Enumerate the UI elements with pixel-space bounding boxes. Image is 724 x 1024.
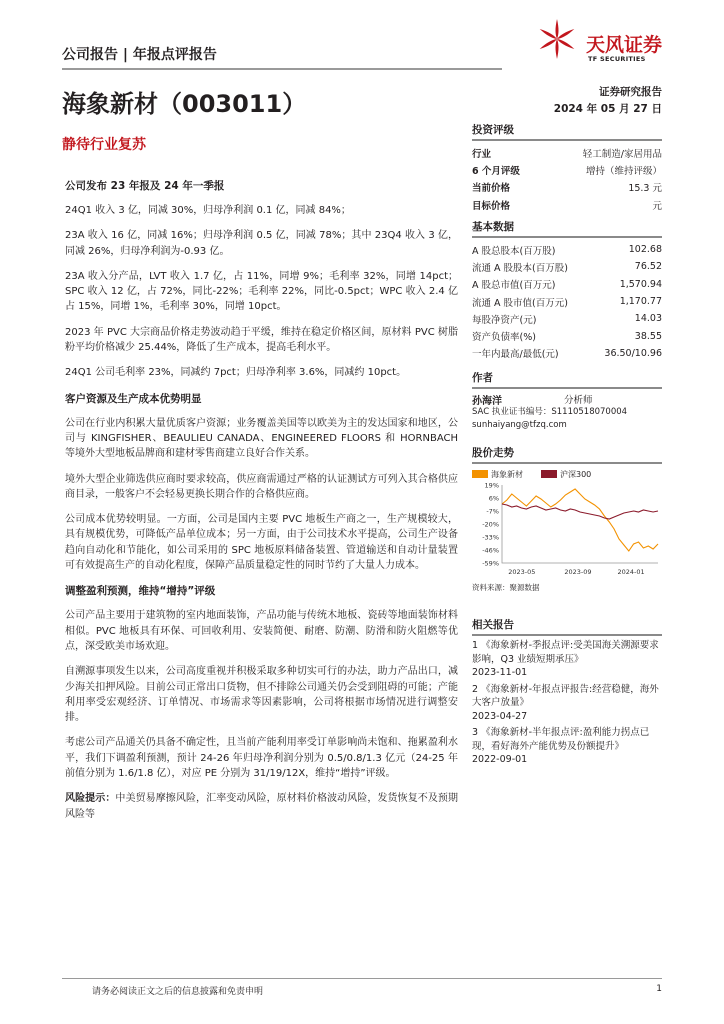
rating-block xyxy=(472,122,662,213)
basic-data-row xyxy=(472,293,662,310)
legend-label: 海象新材 xyxy=(491,469,523,479)
rating-value: 增持（维持评级） xyxy=(585,165,662,177)
company-title: 海象新材（003011） xyxy=(62,90,307,118)
basic-data-row xyxy=(472,241,662,258)
x-tick-label: 2023-09 xyxy=(564,568,592,576)
legend-label: 沪深300 xyxy=(560,469,592,479)
basic-data-key: 资产负债率(%) xyxy=(472,332,536,344)
paragraph: 境外大型企业筛选供应商时要求较高，供应商需通过严格的认证测试方可列入其合格供应商目录，一般客户不会轻易更换长期合作的合格供应商。 xyxy=(65,473,458,500)
legend-swatch xyxy=(541,470,557,478)
rating-key: 6 个月评级 xyxy=(472,165,520,177)
paragraph: 2023 年 PVC 大宗商品价格走势波动趋于平缓，维持在稳定价格区间，原材料 PVC 树脂粉平均价格减少 25.44%，降低了生产成本，提高毛利水平。 xyxy=(65,326,458,354)
paragraph: 考虑公司产品通关仍具备不确定性，且当前产能利用率受订单影响尚未饱和、拖累盈利水平，我们下调盈利预测，预计 24-26 年归母净利润分别为 0.5/0.8/1.3 亿元（24-25 年前值分别为 1.6/1.8 亿），对应 PE 分别为 31/19/12X，维持“增持”评级。 xyxy=(65,737,458,780)
author-line xyxy=(472,392,662,406)
header-divider xyxy=(62,68,502,70)
footer-divider xyxy=(62,978,662,979)
basic-data-value: 14.03 xyxy=(634,313,662,325)
paragraph: 24Q1 收入 3 亿，同减 30%，归母净利润 0.1 亿，同减 84%； xyxy=(65,205,351,216)
paragraph: 23A 收入 16 亿，同减 16%；归母净利润 0.5 亿，同减 78%；其中 23Q4 收入 3 亿，同减 26%，归母净利润为-0.93 亿。 xyxy=(65,230,458,257)
paragraph: 公司产品主要用于建筑物的室内地面装饰，产品功能与传统木地板、瓷砖等地面装饰材料相似。PVC 地板具有环保、可回收利用、安装简便、耐磨、防潮、防滑和防火阻燃等优点，深受欧美市场欢迎。 xyxy=(65,610,458,652)
basic-data-value: 36.50/10.96 xyxy=(604,347,662,359)
risk-paragraph xyxy=(65,791,458,822)
basic-data-row xyxy=(472,310,662,327)
legend-swatch xyxy=(472,470,488,478)
paragraph: 公司在行业内积累大量优质客户资源；业务覆盖美国等以欧美为主的发达国家和地区，公司与 KINGFISHER、BEAULIEU CANADA、ENGINEERED FLOORS 和 HORNBACH 等境外大型地板品牌商和建材零售商建立良好合作关系。 xyxy=(65,417,458,460)
rating-row xyxy=(472,179,662,196)
rating-key: 当前价格 xyxy=(472,183,511,195)
rating-value: 元 xyxy=(652,200,662,212)
related-report-item[interactable] xyxy=(472,683,662,724)
series-line-index xyxy=(502,504,658,519)
section-title-results: 公司发布 23 年报及 24 年一季报 xyxy=(65,180,225,192)
paragraph: 公司成本优势较明显。一方面，公司是国内主要 PVC 地板生产商之一，生产规模较大，具有规模优势，可降低产品单位成本；另一方面，由于公司技术水平提高，公司生产设备趋向自动化和节能化，如公司采用的 SPC 地板原料储备装置、管道输送和自动计量装置可有效提高生产的自动化程度，保障产品质量稳定性的同时节约了大量人力成本。 xyxy=(65,514,458,572)
related-reports-block xyxy=(472,617,662,770)
risk-label: 风险提示： xyxy=(65,793,116,805)
basic-data-block xyxy=(472,219,662,362)
basic-data-key: 流通 A 股股本(百万股) xyxy=(472,262,568,274)
report-subtitle: 静待行业复苏 xyxy=(62,137,146,153)
related-report-title[interactable]: 1 《海象新材-季报点评:受美国海关溯源要求影响，Q3 业绩短期承压》 xyxy=(472,640,659,665)
report-category: 公司报告 | 年报点评报告 xyxy=(62,47,217,63)
basic-data-key: 一年内最高/最低(元) xyxy=(472,349,559,361)
basic-data-row xyxy=(472,327,662,344)
series-line-company xyxy=(502,489,658,551)
chart-section-title: 股价走势 xyxy=(472,445,662,464)
main-column xyxy=(65,178,458,832)
author-name: 孙海洋 xyxy=(472,395,502,407)
related-report-title[interactable]: 3 《海象新材-半年报点评:盈利能力拐点已现，看好海外产能优势及份额提升》 xyxy=(472,727,650,752)
paragraph: 23A 收入分产品，LVT 收入 1.7 亿，占 11%，同增 9%；毛利率 32%，同增 14pct；SPC 收入 12 亿，占 72%，同比-22%；毛利率 22%，同比-0.5pct；WPC 收入 2.4 亿占 15%，同增 1%，毛利率 30%，同增 10pct。 xyxy=(65,270,458,313)
basic-data-value: 76.52 xyxy=(634,261,662,273)
related-report-date: 2023-11-01 xyxy=(472,667,528,678)
basic-data-row xyxy=(472,258,662,275)
related-report-date: 2023-04-27 xyxy=(472,710,528,722)
page-number: 1 xyxy=(656,984,662,994)
paragraph: 自溯源事项发生以来，公司高度重视并积极采取多种切实可行的办法，助力产品出口，减少海关扣押风险。目前公司正常出口货物，但不排除公司通关仍会受到阻碍的可能；产能利用率受宏观经济、订单情况、市场需求等因素影响，公司将根据市场情况进行调整安排。 xyxy=(65,666,458,724)
legend-item-index xyxy=(541,469,591,480)
logo-text-en: TF SECURITIES xyxy=(588,55,646,63)
section-title-forecast: 调整盈利预测，维持“增持”评级 xyxy=(65,585,216,598)
basic-data-value: 102.68 xyxy=(628,244,662,256)
basic-data-value: 1,570.94 xyxy=(619,278,662,290)
rating-row xyxy=(472,144,662,161)
basic-data-value: 38.55 xyxy=(634,330,662,342)
y-tick-label: -33% xyxy=(482,533,499,542)
author-sac-number: SAC 执业证书编号：S1110518070004 xyxy=(472,407,628,417)
rating-key: 目标价格 xyxy=(472,200,511,212)
rating-row xyxy=(472,161,662,178)
related-report-title[interactable]: 2 《海象新材-年报点评报告:经营稳健，海外大客户放量》 xyxy=(472,683,659,708)
basic-data-section-title: 基本数据 xyxy=(472,219,662,238)
related-report-item[interactable] xyxy=(472,726,662,767)
chart-source: 资料来源：聚源数据 xyxy=(472,583,540,592)
tf-securities-logo-icon xyxy=(532,14,582,64)
stock-chart-block xyxy=(472,445,662,593)
rating-value: 15.3 元 xyxy=(628,183,662,195)
legend-item-company xyxy=(472,469,523,480)
rating-row xyxy=(472,196,662,213)
related-report-item[interactable] xyxy=(472,639,662,680)
y-tick-label: -7% xyxy=(486,507,499,516)
paragraph: 24Q1 公司毛利率 23%，同减约 7pct；归母净利率 3.6%，同减约 10pct。 xyxy=(65,367,407,379)
author-role: 分析师 xyxy=(564,395,593,406)
stock-price-chart xyxy=(472,481,662,577)
y-tick-label: -46% xyxy=(482,546,499,555)
author-email[interactable]: sunhaiyang@tfzq.com xyxy=(472,420,567,430)
section-title-advantages: 客户资源及生产成本优势明显 xyxy=(65,392,202,405)
y-tick-label: 6% xyxy=(488,494,499,503)
basic-data-key: 流通 A 股市值(百万元) xyxy=(472,297,568,309)
y-tick-label: -20% xyxy=(482,520,499,529)
x-tick-label: 2024-01 xyxy=(617,568,645,576)
chart-legend xyxy=(472,467,662,481)
logo-text-cn: 天风证券 xyxy=(586,34,663,56)
basic-data-row xyxy=(472,276,662,293)
report-type: 证券研究报告 xyxy=(599,86,662,98)
related-section-title: 相关报告 xyxy=(472,617,662,636)
basic-data-value: 1,170.77 xyxy=(619,296,662,308)
author-block xyxy=(472,370,662,432)
y-tick-label: -59% xyxy=(482,559,499,568)
rating-value: 轻工制造/家居用品 xyxy=(582,148,662,160)
chart-axes xyxy=(502,485,658,563)
x-tick-label: 2023-05 xyxy=(508,568,536,576)
rating-key: 行业 xyxy=(472,148,492,160)
basic-data-key: 每股净资产(元) xyxy=(472,314,537,326)
author-section-title: 作者 xyxy=(472,370,662,389)
report-date: 2024 年 05 月 27 日 xyxy=(553,103,662,115)
rating-section-title: 投资评级 xyxy=(472,122,662,141)
related-report-date: 2022-09-01 xyxy=(472,754,528,765)
basic-data-row xyxy=(472,345,662,362)
basic-data-key: A 股总股本(百万股) xyxy=(472,245,556,257)
y-tick-label: 19% xyxy=(484,481,499,490)
risk-text: 中美贸易摩擦风险，汇率变动风险，原材料价格波动风险，发货恢复不及预期风险等 xyxy=(65,793,459,820)
disclaimer-note: 请务必阅读正文之后的信息披露和免责申明 xyxy=(92,987,264,997)
basic-data-key: A 股总市值(百万元) xyxy=(472,280,556,292)
